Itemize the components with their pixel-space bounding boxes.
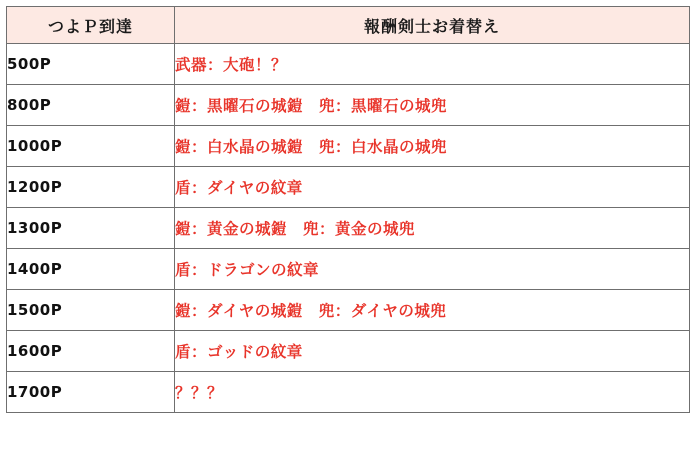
table-row: [7, 249, 690, 290]
table-row: [7, 85, 690, 126]
column-header-points: つよＰ到達: [7, 7, 175, 44]
cell-points: 1600P: [7, 331, 175, 372]
cell-reward: 鎧：黄金の城鎧 兜：黄金の城兜: [175, 208, 690, 249]
reward-table: [6, 6, 690, 413]
column-header-reward: 報酬剣士お着替え: [175, 7, 690, 44]
table-row: [7, 290, 690, 331]
cell-points: 1400P: [7, 249, 175, 290]
cell-reward: ？？？: [175, 372, 690, 413]
cell-points: 1200P: [7, 167, 175, 208]
cell-points: 1500P: [7, 290, 175, 331]
table-body: [7, 44, 690, 413]
table-row: [7, 44, 690, 85]
table-header: [7, 7, 690, 44]
cell-reward: 鎧：ダイヤの城鎧 兜：ダイヤの城兜: [175, 290, 690, 331]
cell-points: 800P: [7, 85, 175, 126]
cell-reward: 盾：ドラゴンの紋章: [175, 249, 690, 290]
table-row: [7, 126, 690, 167]
cell-reward: 鎧：黒曜石の城鎧 兜：黒曜石の城兜: [175, 85, 690, 126]
table-row: [7, 331, 690, 372]
cell-reward: 盾：ゴッドの紋章: [175, 331, 690, 372]
table-header-row: [7, 7, 690, 44]
cell-reward: 鎧：白水晶の城鎧 兜：白水晶の城兜: [175, 126, 690, 167]
table-row: [7, 167, 690, 208]
cell-points: 1700P: [7, 372, 175, 413]
table-row: [7, 208, 690, 249]
table-row: [7, 372, 690, 413]
cell-points: 1000P: [7, 126, 175, 167]
cell-points: 500P: [7, 44, 175, 85]
cell-reward: 武器：大砲！？: [175, 44, 690, 85]
cell-points: 1300P: [7, 208, 175, 249]
cell-reward: 盾：ダイヤの紋章: [175, 167, 690, 208]
